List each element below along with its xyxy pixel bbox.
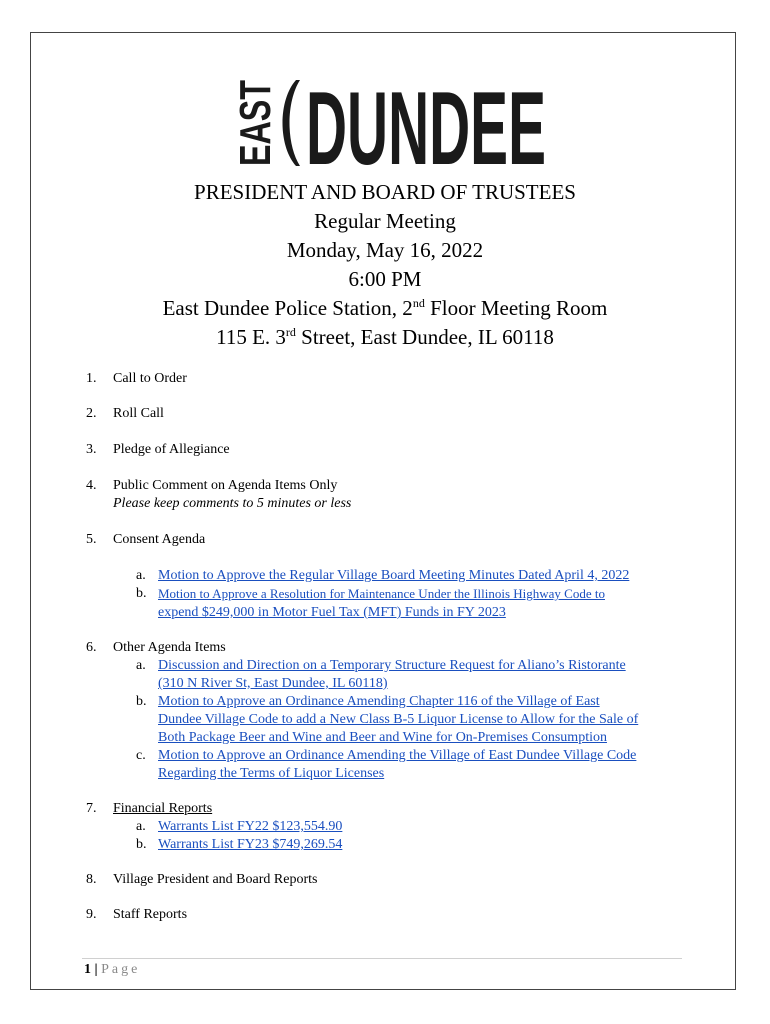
agenda-note: Please keep comments to 5 minutes or less (113, 496, 352, 511)
logo-east-text: EAST (231, 48, 280, 166)
header-date: Monday, May 16, 2022 (286, 238, 484, 262)
footer-divider (82, 958, 682, 959)
meeting-header (60, 178, 710, 352)
chapter-116-ordinance-link[interactable]: Motion to Approve an Ordinance Amending Chapter 116 of the Village of East Dundee Village Code to add a New Class B-5 Liquor License to Allow for the Sale of Both Package Beer and Wine and Beer and Wine for On-Premises Consumption (158, 694, 639, 745)
consent-minutes-link[interactable]: Motion to Approve the Regular Village Board Meeting Minutes Dated April 4, 2022 (158, 568, 630, 583)
page-label: Page (101, 962, 141, 977)
warrants-fy22-link[interactable]: Warrants List FY22 $123,554.90 (158, 819, 343, 834)
warrants-fy23-link[interactable]: Warrants List FY23 $749,269.54 (158, 837, 343, 852)
page-separator: | (94, 962, 98, 977)
page-footer (84, 962, 140, 978)
logo-dundee-text: DUNDEE (306, 71, 546, 187)
header-meeting-type: Regular Meeting (314, 209, 456, 233)
liquor-license-terms-link[interactable]: Motion to Approve an Ordinance Amending the Village of East Dundee Village Code Regarding the Terms of Liquor Licenses (158, 748, 637, 781)
header-time: 6:00 PM (348, 267, 422, 291)
header-address: 115 E. 3rd Street, East Dundee, IL 60118 (216, 325, 554, 349)
header-title: PRESIDENT AND BOARD OF TRUSTEES (194, 180, 576, 204)
header-location: East Dundee Police Station, 2nd Floor Meeting Room (162, 296, 608, 320)
east-dundee-logo (224, 48, 548, 187)
page-number: 1 (84, 962, 91, 977)
aliano-structure-link[interactable]: Discussion and Direction on a Temporary Structure Request for Aliano’s Ristorante (310 N River St, East Dundee, IL 60118) (158, 658, 626, 691)
logo-swoosh (283, 80, 301, 166)
consent-mft-resolution-link[interactable]: Motion to Approve a Resolution for Maintenance Under the Illinois Highway Code to expend $249,000 in Motor Fuel Tax (MFT) Funds in FY 2023 (158, 586, 605, 620)
